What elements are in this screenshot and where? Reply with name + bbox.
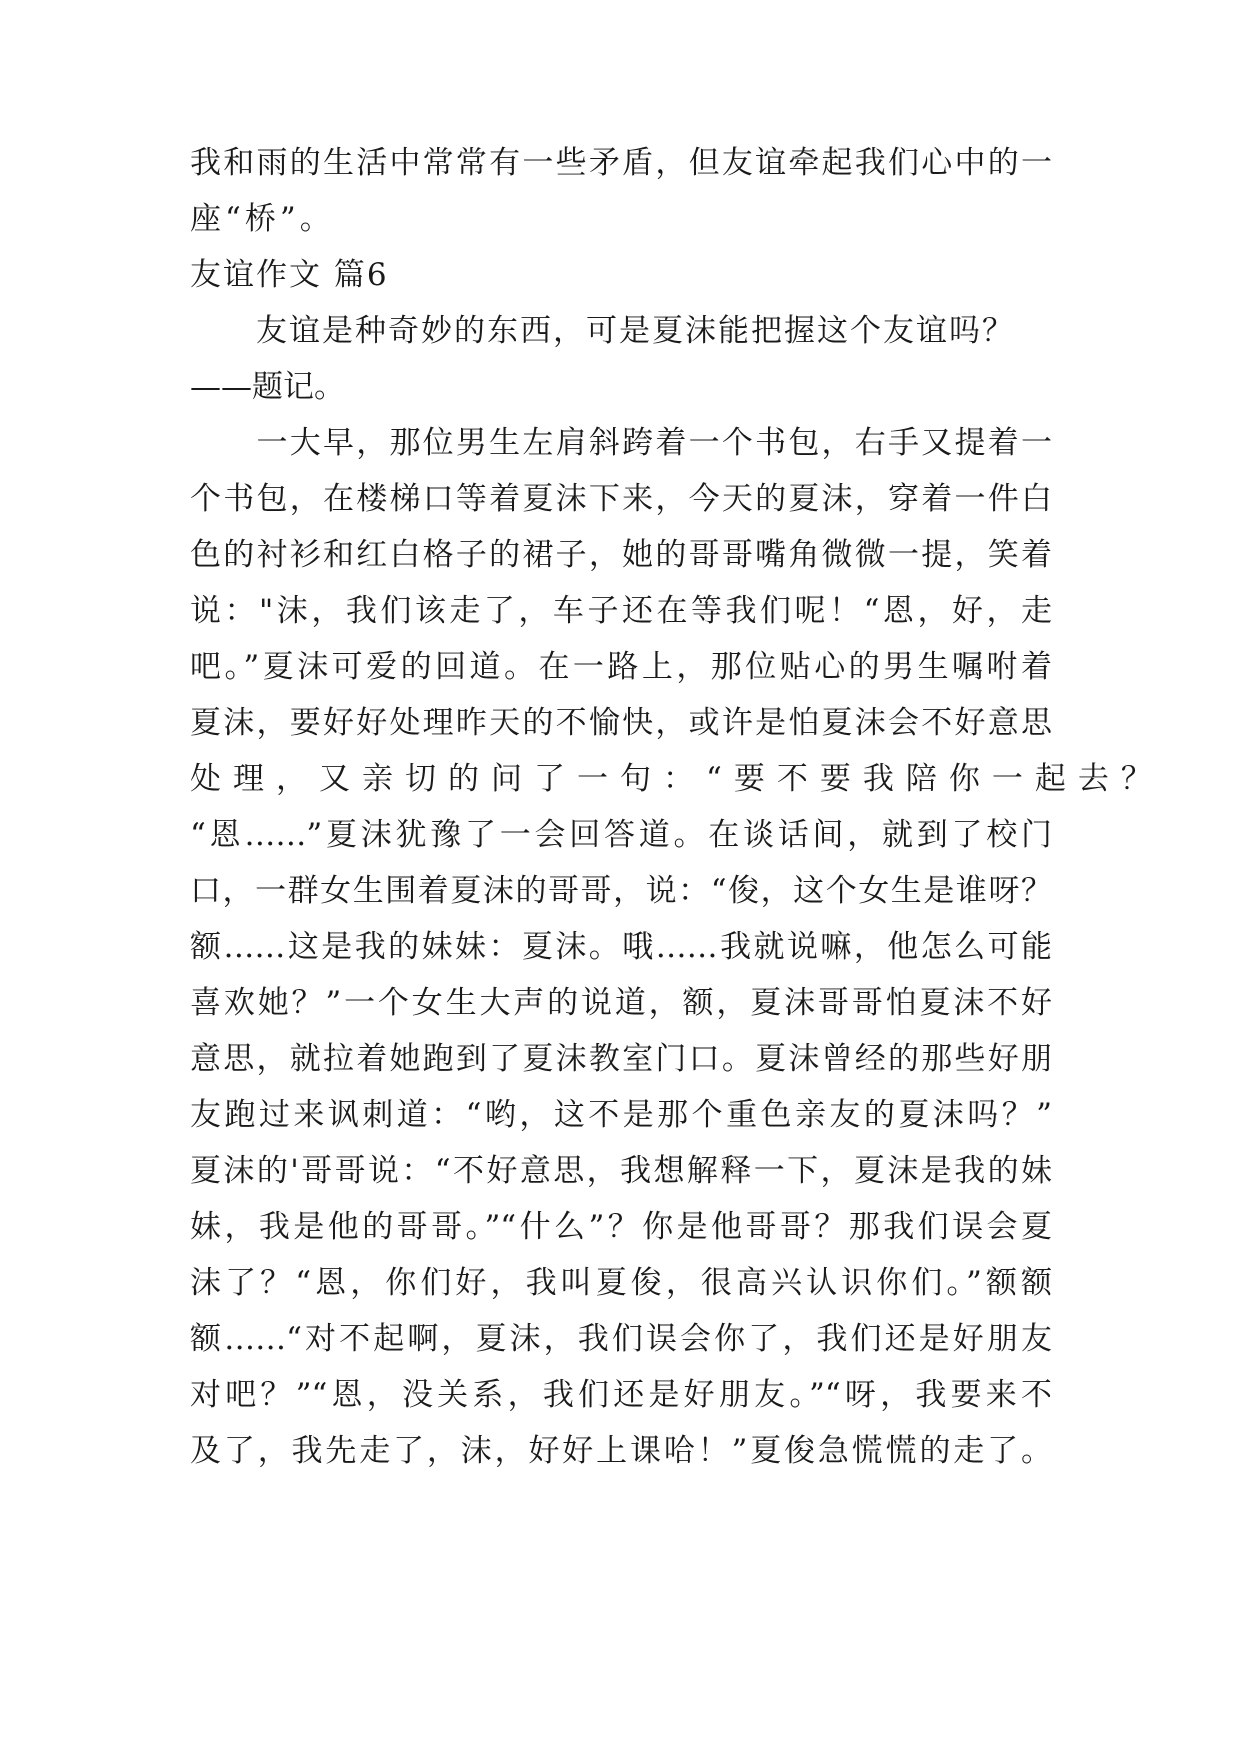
text-line: 个书包，在楼梯口等着夏沫下来，今天的夏沫，穿着一件白 xyxy=(190,481,1052,517)
text-line: ——题记。 xyxy=(190,369,345,405)
text-line: 说："沫，我们该走了，车子还在等我们呢！“恩，好，走 xyxy=(190,593,1052,629)
text-line: 意思，就拉着她跑到了夏沫教室门口。夏沫曾经的那些好朋 xyxy=(190,1041,1052,1077)
text-line: 及了，我先走了，沫，好好上课哈！”夏俊急慌慌的走了。 xyxy=(190,1433,1052,1469)
text-line: 友跑过来讽刺道：“哟，这不是那个重色亲友的夏沫吗？” xyxy=(190,1097,1052,1133)
text-line: 一大早，那位男生左肩斜跨着一个书包，右手又提着一 xyxy=(190,425,1052,461)
text-line: 我和雨的生活中常常有一些矛盾，但友谊牵起我们心中的一 xyxy=(190,145,1052,181)
text-line: 夏沫的'哥哥说：“不好意思，我想解释一下，夏沫是我的妹 xyxy=(190,1153,1052,1189)
text-line: 额……“对不起啊，夏沫，我们误会你了，我们还是好朋友 xyxy=(190,1321,1052,1357)
text-line: 妹，我是他的哥哥。”“什么”？你是他哥哥？那我们误会夏 xyxy=(190,1209,1052,1245)
text-line: 对吧？”“恩，没关系，我们还是好朋友。”“呀，我要来不 xyxy=(190,1377,1052,1413)
text-line: 友谊是种奇妙的东西，可是夏沫能把握这个友谊吗？ xyxy=(190,313,1015,349)
text-line: 口，一群女生围着夏沫的哥哥，说：“俊，这个女生是谁呀？ xyxy=(190,873,1052,909)
text-line: 座“桥”。 xyxy=(190,201,335,237)
text-line: 吧。”夏沫可爱的回道。在一路上，那位贴心的男生嘱咐着 xyxy=(190,649,1052,685)
text-line: 夏沫，要好好处理昨天的不愉快，或许是怕夏沫会不好意思 xyxy=(190,705,1052,741)
text-line: 沫了？“恩，你们好，我叫夏俊，很高兴认识你们。”额额 xyxy=(190,1265,1052,1301)
section-heading: 友谊作文 篇6 xyxy=(190,257,389,293)
text-line: 喜欢她？”一个女生大声的说道，额，夏沫哥哥怕夏沫不好 xyxy=(190,985,1052,1021)
text-line: 额……这是我的妹妹：夏沫。哦……我就说嘛，他怎么可能 xyxy=(190,929,1052,965)
text-line: 色的衬衫和红白格子的裙子，她的哥哥嘴角微微一提，笑着 xyxy=(190,537,1052,573)
text-line: “恩……”夏沫犹豫了一会回答道。在谈话间，就到了校门 xyxy=(190,817,1052,853)
text-line: 处理，又亲切的问了一句：“要不要我陪你一起去？ xyxy=(190,761,1164,797)
